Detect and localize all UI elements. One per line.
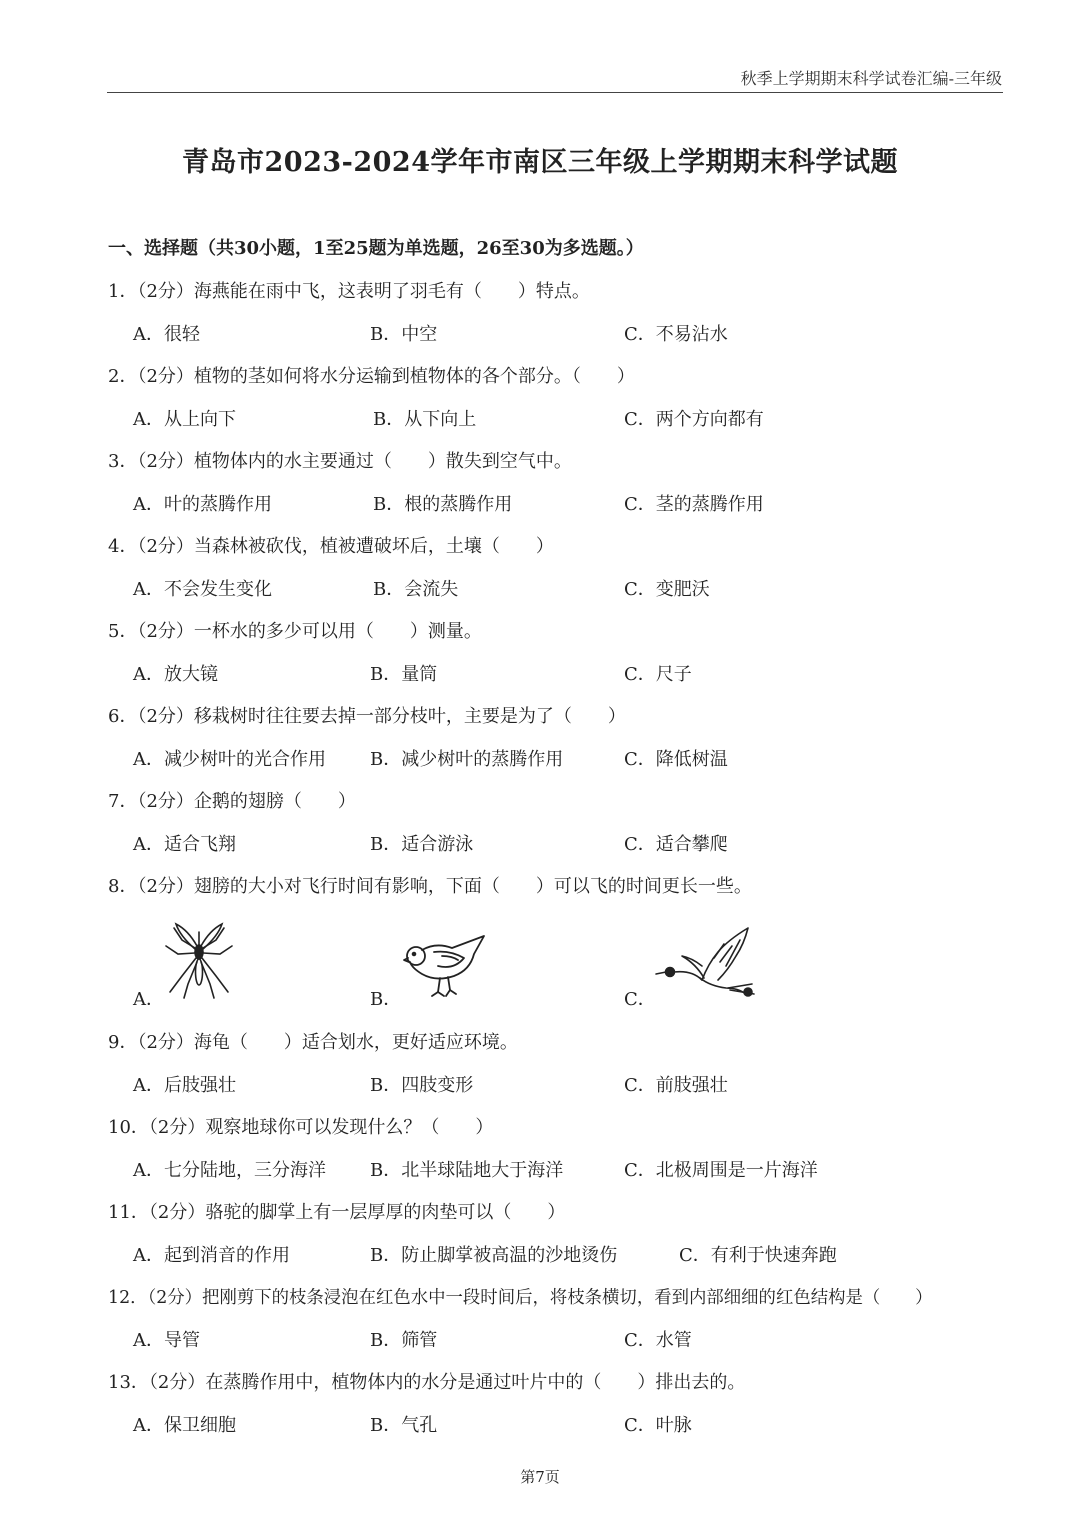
section-heading: 一、选择题（共30小题，1至25题为单选题，26至30为多选题。）: [108, 238, 644, 259]
question-8-stem: 8．（2分）翅膀的大小对飞行时间有影响，下面（ ）可以飞的时间更长一些。: [108, 876, 752, 897]
question-13-option-a[interactable]: A．保卫细胞: [133, 1415, 236, 1436]
question-5-option-b[interactable]: B．量筒: [370, 664, 438, 685]
question-9-option-b[interactable]: B．四肢变形: [370, 1075, 474, 1096]
question-4-option-b[interactable]: B．会流失: [373, 579, 459, 600]
mosquito-icon[interactable]: [162, 918, 236, 1000]
question-3-option-c[interactable]: C．茎的蒸腾作用: [624, 494, 764, 515]
question-7-option-b[interactable]: B．适合游泳: [370, 834, 474, 855]
question-10-option-a[interactable]: A．七分陆地，三分海洋: [133, 1160, 326, 1181]
question-11-option-a[interactable]: A．起到消音的作用: [133, 1245, 290, 1266]
question-3-option-a[interactable]: A．叶的蒸腾作用: [133, 494, 272, 515]
question-6-option-a[interactable]: A．减少树叶的光合作用: [133, 749, 326, 770]
question-8-option-c[interactable]: C．: [624, 989, 656, 1010]
crane-icon[interactable]: [652, 922, 756, 1002]
question-12-option-b[interactable]: B．筛管: [370, 1330, 438, 1351]
question-6-option-c[interactable]: C．降低树温: [624, 749, 728, 770]
question-2-option-b[interactable]: B．从下向上: [373, 409, 477, 430]
question-13-stem: 13．（2分）在蒸腾作用中，植物体内的水分是通过叶片中的（ ）排出去的。: [108, 1372, 746, 1393]
question-12-stem: 12．（2分）把刚剪下的枝条浸泡在红色水中一段时间后，将枝条横切，看到内部细细的红色结构是（ ）: [108, 1288, 933, 1308]
question-10-option-c[interactable]: C．北极周围是一片海洋: [624, 1160, 818, 1181]
question-13-option-c[interactable]: C．叶脉: [624, 1415, 692, 1436]
question-2-option-a[interactable]: A．从上向下: [133, 409, 236, 430]
question-5-option-c[interactable]: C．尺子: [624, 664, 692, 685]
page-title: 青岛市2023-2024学年市南区三年级上学期期末科学试题: [182, 147, 898, 178]
question-4-option-c[interactable]: C．变肥沃: [624, 579, 710, 600]
page-number: 第7页: [520, 1468, 560, 1486]
series-title: 秋季上学期期末科学试卷汇编-三年级: [740, 69, 1002, 88]
question-4-stem: 4．（2分）当森林被砍伐，植被遭破坏后，土壤（ ）: [108, 536, 554, 557]
question-5-option-a[interactable]: A．放大镜: [133, 664, 218, 685]
question-9-option-a[interactable]: A．后肢强壮: [133, 1075, 236, 1096]
question-6-option-b[interactable]: B．减少树叶的蒸腾作用: [370, 749, 564, 770]
question-7-option-a[interactable]: A．适合飞翔: [133, 834, 236, 855]
question-10-option-b[interactable]: B．北半球陆地大于海洋: [370, 1160, 564, 1181]
question-11-option-c[interactable]: C．有利于快速奔跑: [679, 1245, 837, 1266]
header-divider: [107, 92, 1003, 93]
question-12-option-a[interactable]: A．导管: [133, 1330, 200, 1351]
question-4-option-a[interactable]: A．不会发生变化: [133, 579, 272, 600]
question-12-option-c[interactable]: C．水管: [624, 1330, 692, 1351]
question-8-option-b[interactable]: B．: [370, 989, 402, 1010]
question-3-stem: 3．（2分）植物体内的水主要通过（ ）散失到空气中。: [108, 451, 572, 472]
question-7-stem: 7．（2分）企鹅的翅膀（ ）: [108, 791, 356, 812]
question-5-stem: 5．（2分）一杯水的多少可以用（ ）测量。: [108, 621, 482, 642]
question-10-stem: 10．（2分）观察地球你可以发现什么？（ ）: [108, 1117, 494, 1138]
question-11-option-b[interactable]: B．防止脚掌被高温的沙地烫伤: [370, 1245, 618, 1266]
question-9-option-c[interactable]: C．前肢强壮: [624, 1075, 728, 1096]
question-2-stem: 2．（2分）植物的茎如何将水分运输到植物体的各个部分。（ ）: [108, 366, 635, 387]
question-8-option-a[interactable]: A．: [133, 989, 164, 1010]
question-13-option-b[interactable]: B．气孔: [370, 1415, 438, 1436]
question-11-stem: 11．（2分）骆驼的脚掌上有一层厚厚的肉垫可以（ ）: [108, 1202, 566, 1223]
sparrow-icon[interactable]: [402, 930, 488, 1000]
question-7-option-c[interactable]: C．适合攀爬: [624, 834, 728, 855]
question-9-stem: 9．（2分）海龟（ ）适合划水，更好适应环境。: [108, 1032, 518, 1053]
question-1-option-b[interactable]: B．中空: [370, 324, 438, 345]
question-3-option-b[interactable]: B．根的蒸腾作用: [373, 494, 513, 515]
question-2-option-c[interactable]: C．两个方向都有: [624, 409, 764, 430]
question-6-stem: 6．（2分）移栽树时往往要去掉一部分枝叶，主要是为了（ ）: [108, 706, 626, 727]
question-1-option-c[interactable]: C．不易沾水: [624, 324, 728, 345]
question-1-stem: 1．（2分）海燕能在雨中飞，这表明了羽毛有（ ）特点。: [108, 281, 590, 302]
question-1-option-a[interactable]: A．很轻: [133, 324, 200, 345]
